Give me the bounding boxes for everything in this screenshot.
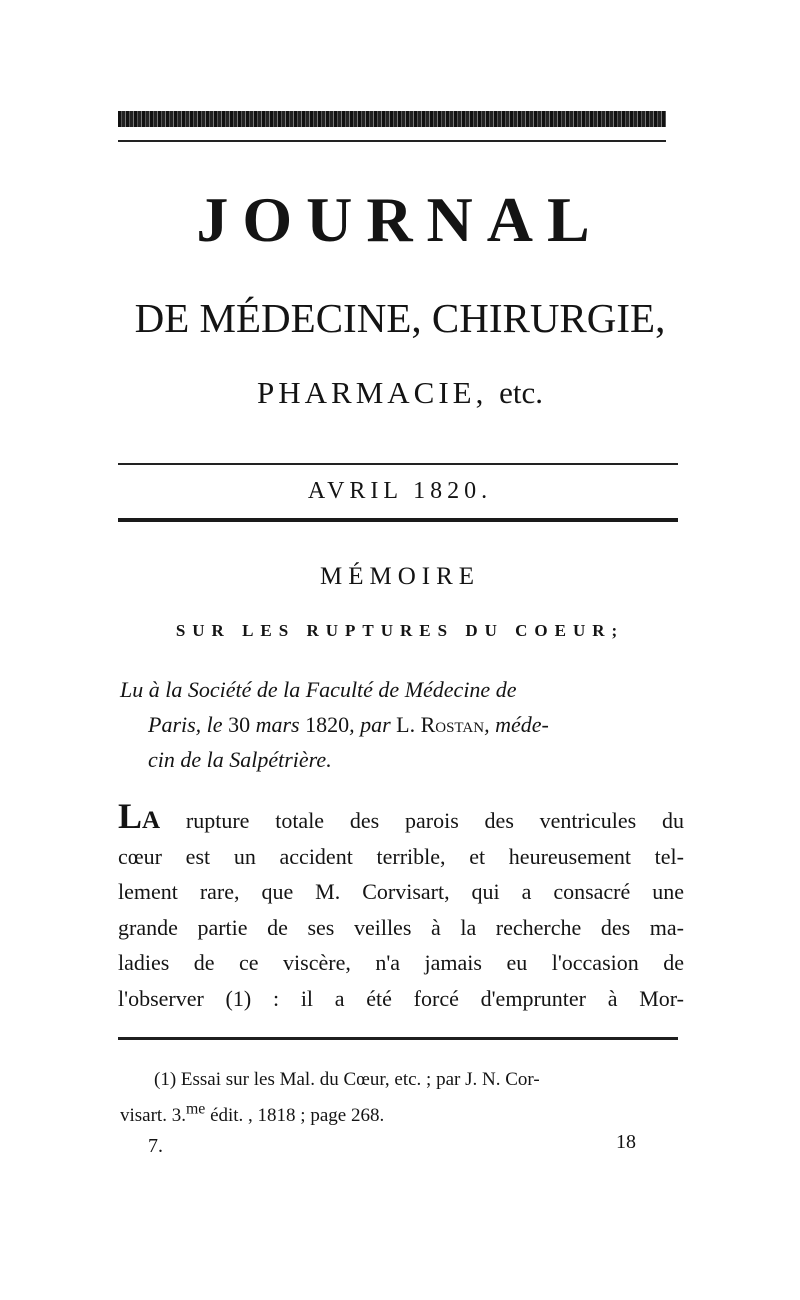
footnote-corvisart: visart. 3.	[120, 1105, 186, 1127]
decorative-header-bar	[118, 111, 666, 127]
subtitle-etc: etc.	[499, 375, 543, 410]
journal-subtitle-line2	[0, 371, 800, 415]
page-number: 18	[616, 1131, 636, 1153]
read-note-line2	[120, 707, 686, 742]
read-note-medecin: , méde-	[484, 712, 549, 737]
date-rule-bottom	[118, 518, 678, 522]
read-note-year: 1820	[305, 712, 350, 737]
read-note-author: L. Rostan	[396, 712, 485, 737]
journal-title: JOURNAL	[196, 184, 604, 255]
footnote-line1: (1) Essai sur les Mal. du Cœur, etc. ; par J. N. Cor-	[154, 1069, 540, 1090]
signature-mark: 7.	[148, 1135, 163, 1157]
read-note-par: , par	[349, 712, 391, 737]
date-rule-top	[118, 463, 678, 465]
read-note-line3: cin de la Salpétrière.	[148, 747, 332, 772]
footnote-superscript: me	[185, 1101, 206, 1118]
footnote	[120, 1065, 680, 1131]
body-line-3: lement rare, que M. Corvisart, qui a consacré une	[118, 879, 684, 904]
body-line-6: l'observer (1) : il a été forcé d'emprunter à Mor-	[118, 985, 684, 1011]
read-note-day: 30	[228, 712, 251, 737]
body-line-5: ladies de ce viscère, n'a jamais eu l'occasion de	[118, 950, 684, 975]
body-line-2: cœur est un accident terrible, et heureusement tel-	[118, 843, 684, 869]
footnote-rule	[118, 1037, 678, 1040]
read-note-month: mars	[255, 712, 300, 737]
footnote-edition: édit. , 1818 ; page 268.	[210, 1105, 385, 1127]
subtitle-pharmacie: PHARMACIE,	[257, 375, 488, 410]
footnote-line2	[120, 1101, 385, 1127]
drop-cap: La	[118, 796, 161, 836]
body-line-1	[118, 796, 684, 839]
body-line-4: grande partie de ses veilles à la recherche des ma-	[118, 914, 684, 940]
body-line-1-text: rupture totale des parois des ventricules du	[185, 808, 684, 833]
header-rule	[118, 140, 666, 142]
article-subheading: SUR LES RUPTURES DU COEUR;	[175, 621, 625, 640]
read-note-paris: Paris, le	[148, 712, 223, 737]
article-heading: MÉMOIRE	[319, 563, 481, 590]
journal-subtitle-line1: DE MÉDECINE, CHIRURGIE,	[134, 295, 666, 341]
article-body	[118, 796, 684, 1016]
read-note-line1: Lu à la Société de la Faculté de Médecine de	[120, 677, 517, 702]
read-note	[120, 672, 686, 777]
issue-date: AVRIL 1820.	[307, 478, 493, 504]
